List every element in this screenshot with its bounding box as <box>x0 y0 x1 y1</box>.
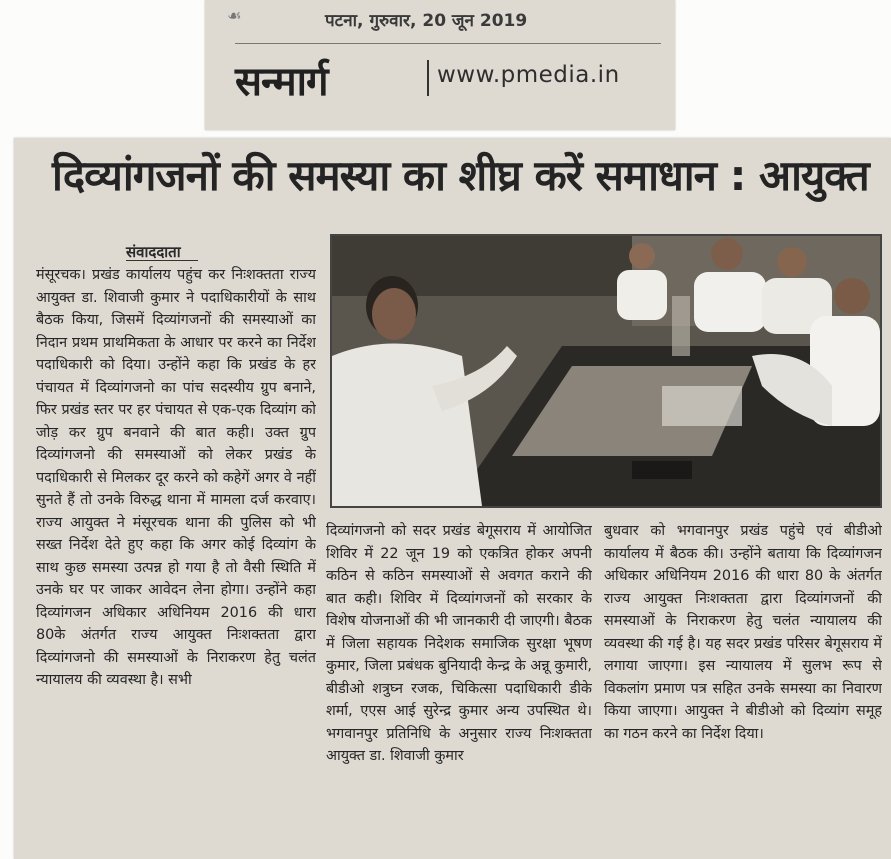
dateline: पटना, गुरुवार, 20 जून 2019 <box>325 11 528 31</box>
article-column-1: मंसूरचक। प्रखंड कार्यालय पहुंच कर निःशक्तता राज्य आयुक्त डा. शिवाजी कुमार ने पदाधिकारीयों के साथ बैठक किया, जिसमें दिव्यांगजनों की समस्याओं का निदान प्रथम प्राथमिकता के आधार पर करने का निर्देश पदाधिकारी को दिया। उन्होंने कहा कि प्रखंड के हर पंचायत में दिव्यांगजनो का पांच सदस्यीय ग्रुप बनाने, फिर प्रखंड स्तर पर हर पंचायत से एक-एक दिव्यांग को जोड़ कर ग्रुप बनवाने की बात कही। उक्त ग्रुप दिव्यांगजनो की समस्याओं को लेकर प्रखंड के पदाधिकारी से मिलकर दूर करने को कहेगें अगर वे नहीं सुनते हैं तो उनके विरुद्ध थाना में मामला दर्ज करवाए। राज्य आयुक्त ने मंसूरचक थाना की पुलिस को भी सख्त निर्देश देते हुए कहा कि अगर कोई दिव्यांग के साथ कुछ समस्या उत्पन्न हो गया है तो वैसी स्थिति में उनके घर पर जाकर आवेदन लेना होगा। उन्होंने कहा दिव्यांगजन अधिकार अधिनियम 2016 की धारा 80के अंतर्गत राज्य आयुक्त निःशक्तता द्वारा दिव्यांगजनो की समस्याओं के निराकरण हेतु चलंत न्यायालय की व्यवस्था है। सभी <box>36 267 316 688</box>
masthead-divider <box>427 60 429 96</box>
meeting-photo-drawing <box>332 236 880 506</box>
website-url: www.pmedia.in <box>437 62 620 88</box>
article-clipping <box>14 138 891 859</box>
ornament-icon: ☙ <box>227 6 242 25</box>
meeting-photo <box>330 234 882 508</box>
headline: दिव्यांगजनों की समस्या का शीघ्र करें समाधान : आयुक्त <box>52 151 869 200</box>
byline: संवाददाता <box>126 243 181 261</box>
article-column-2: दिव्यांगजनो को सदर प्रखंड बेगूसराय में आयोजित शिविर में 22 जून 19 को एकत्रित होकर अपनी कठिन से कठिन समस्याओं से अवगत कराने की बात कही। शिविर में दिव्यांगजनों को सरकार के विशेष योजनाओं की भी जानकारी दी जाएगी। बैठक में जिला सहायक निदेशक समाजिक सुरक्षा भूषण कुमार, जिला प्रबंधक बुनियादी केन्द्र के अन्नू कुमारी, बीडीओ शत्रुघ्न रजक, चिकित्सा पदाधिकारी डीके शर्मा, एएस आई सुरेन्द्र कुमार अन्य उपस्थित थे। भगवानपुर प्रतिनिधि के अनुसार राज्य निःशक्तता आयुक्त डा. शिवाजी कुमार <box>326 523 592 764</box>
article-column-3: बुधवार को भगवानपुर प्रखंड पहुंचे एवं बीडीओ कार्यालय में बैठक की। उन्होंने बताया कि दिव्यांगजन अधिकार अधिनियम 2016 की धारा 80 के अंतर्गत राज्य आयुक्त निःशक्तता द्वारा दिव्यांगजनों की समस्याओं के निराकरण हेतु चलंत न्यायालय की व्यवस्था की गई है। यह सदर प्रखंड परिसर बेगूसराय में लगाया जाएगा। इस न्यायालय में सुलभ रूप से विकलांग प्रमाण पत्र सहित उनके समस्या का निवारण किया जाएगा। आयुक्त ने बीडीओ को दिव्यांग समूह का गठन करने का निर्देश दिया। <box>604 523 882 742</box>
newspaper-logo: सन्मार्ग <box>235 58 328 105</box>
masthead-clipping <box>205 0 675 130</box>
masthead-rule <box>235 43 661 44</box>
byline-underline <box>126 260 198 261</box>
